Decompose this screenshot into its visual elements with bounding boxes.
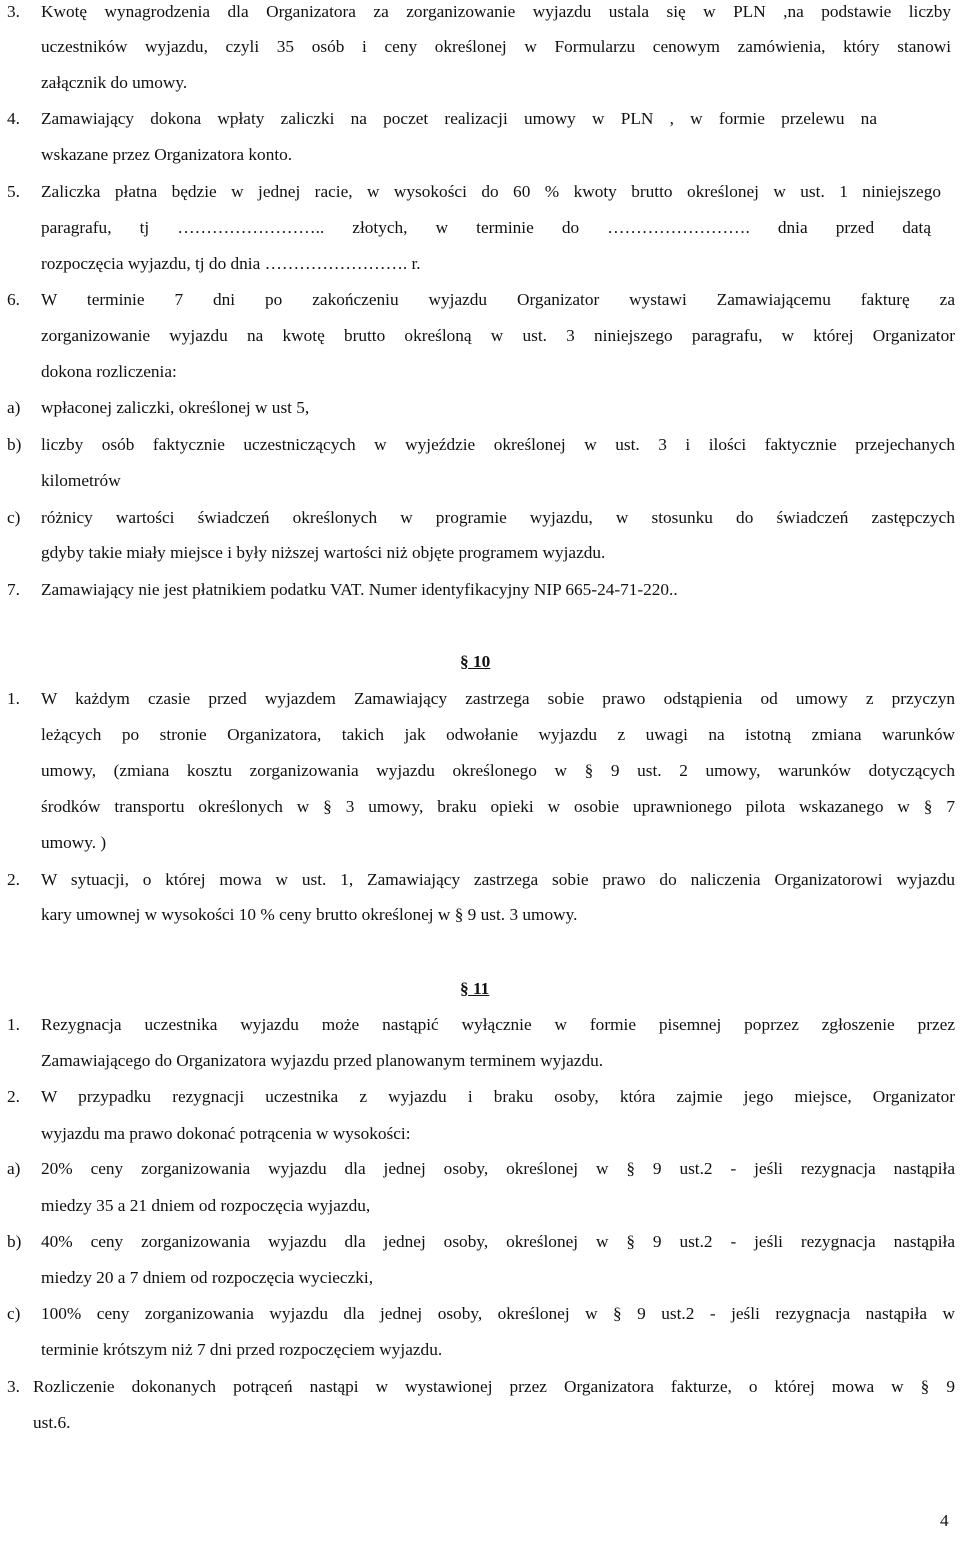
text-line: W każdym czasie przed wyjazdem Zamawiający zastrzega sobie prawo odstąpienia od umowy z przyczyn bbox=[41, 689, 955, 708]
item-number: 3. bbox=[7, 1377, 20, 1396]
text-line: Rezygnacja uczestnika wyjazdu może nastąpić wyłącznie w formie pisemnej poprzez zgłoszenie przez bbox=[41, 1015, 955, 1034]
text-line: załącznik do umowy. bbox=[41, 73, 188, 92]
item-letter: b) bbox=[7, 435, 22, 454]
text-line: różnicy wartości świadczeń określonych w programie wyjazdu, w stosunku do świadczeń zastępczych bbox=[41, 508, 955, 527]
item-number: 2. bbox=[7, 870, 20, 889]
text-line: Zamawiającego do Organizatora wyjazdu przed planowanym terminem wyjazdu. bbox=[41, 1051, 604, 1070]
item-letter: a) bbox=[7, 398, 21, 417]
text-line: Zamawiający dokona wpłaty zaliczki na poczet realizacji umowy w PLN , w formie przelewu na bbox=[41, 109, 877, 128]
text-line: uczestników wyjazdu, czyli 35 osób i ceny określonej w Formularzu cenowym zamówienia, który stanowi bbox=[41, 37, 951, 56]
text-line: kilometrów bbox=[41, 471, 121, 490]
text-line: Zaliczka płatna będzie w jednej racie, w wysokości do 60 % kwoty brutto określonej w ust. 1 niniejszego bbox=[41, 182, 941, 201]
text-line: rozpoczęcia wyjazdu, tj do dnia ……………………. r. bbox=[41, 254, 421, 273]
item-letter: a) bbox=[7, 1159, 21, 1178]
item-number: 2. bbox=[7, 1087, 20, 1106]
item-number: 7. bbox=[7, 580, 20, 599]
item-number: 3. bbox=[7, 2, 20, 21]
text-line: liczby osób faktycznie uczestniczących w wyjeździe określonej w ust. 3 i ilości faktycznie przejechanych bbox=[41, 435, 955, 454]
text-line: Rozliczenie dokonanych potrąceń nastąpi w wystawionej przez Organizatora fakturze, o której mowa w § 9 bbox=[33, 1377, 955, 1396]
text-line: Kwotę wynagrodzenia dla Organizatora za zorganizowanie wyjazdu ustala się w PLN ,na podstawie liczby bbox=[41, 2, 951, 21]
text-line: umowy, (zmiana kosztu zorganizowania wyjazdu określonego w § 9 ust. 2 umowy, warunków dotyczących bbox=[41, 761, 955, 780]
text-line: umowy. ) bbox=[41, 833, 107, 852]
item-number: 1. bbox=[7, 689, 20, 708]
text-line: Zamawiający nie jest płatnikiem podatku VAT. Numer identyfikacyjny NIP 665-24-71-220.. bbox=[41, 580, 678, 599]
text-line: W sytuacji, o której mowa w ust. 1, Zamawiający zastrzega sobie prawo do naliczenia Organizatorowi wyjazdu bbox=[41, 870, 955, 889]
item-letter: c) bbox=[7, 508, 21, 527]
item-letter: b) bbox=[7, 1232, 22, 1251]
section-heading-10: § 10 bbox=[460, 652, 491, 671]
text-line: leżących po stronie Organizatora, takich jak odwołanie wyjazdu z uwagi na istotną zmiana warunków bbox=[41, 725, 955, 744]
text-line: ust.6. bbox=[33, 1413, 71, 1432]
text-line: paragrafu, tj …………………….. złotych, w terminie do ……………………. dnia przed datą bbox=[41, 218, 931, 237]
page-number: 4 bbox=[940, 1511, 949, 1530]
text-line: 100% ceny zorganizowania wyjazdu dla jednej osoby, określonej w § 9 ust.2 - jeśli rezygnacja nastąpiła w bbox=[41, 1304, 955, 1323]
text-line: W przypadku rezygnacji uczestnika z wyjazdu i braku osoby, która zajmie jego miejsce, Organizator bbox=[41, 1087, 955, 1106]
text-line: wpłaconej zaliczki, określonej w ust 5, bbox=[41, 398, 310, 417]
item-number: 4. bbox=[7, 109, 20, 128]
text-line: 20% ceny zorganizowania wyjazdu dla jednej osoby, określonej w § 9 ust.2 - jeśli rezygnacja nastąpiła bbox=[41, 1159, 955, 1178]
text-line: W terminie 7 dni po zakończeniu wyjazdu Organizator wystawi Zamawiającemu fakturę za bbox=[41, 290, 955, 309]
item-number: 5. bbox=[7, 182, 20, 201]
section-heading-11: § 11 bbox=[460, 979, 490, 998]
text-line: gdyby takie miały miejsce i były niższej wartości niż objęte programem wyjazdu. bbox=[41, 543, 606, 562]
text-line: kary umownej w wysokości 10 % ceny brutto określonej w § 9 ust. 3 umowy. bbox=[41, 905, 578, 924]
text-line: wskazane przez Organizatora konto. bbox=[41, 145, 293, 164]
text-line: wyjazdu ma prawo dokonać potrącenia w wysokości: bbox=[41, 1124, 411, 1143]
item-letter: c) bbox=[7, 1304, 21, 1323]
text-line: środków transportu określonych w § 3 umowy, braku opieki w osobie uprawnionego pilota wskazanego w § 7 bbox=[41, 797, 955, 816]
text-line: dokona rozliczenia: bbox=[41, 362, 177, 381]
text-line: miedzy 20 a 7 dniem od rozpoczęcia wycieczki, bbox=[41, 1268, 374, 1287]
item-number: 1. bbox=[7, 1015, 20, 1034]
text-line: miedzy 35 a 21 dniem od rozpoczęcia wyjazdu, bbox=[41, 1196, 371, 1215]
text-line: 40% ceny zorganizowania wyjazdu dla jednej osoby, określonej w § 9 ust.2 - jeśli rezygnacja nastąpiła bbox=[41, 1232, 955, 1251]
item-number: 6. bbox=[7, 290, 20, 309]
text-line: terminie krótszym niż 7 dni przed rozpoczęciem wyjazdu. bbox=[41, 1340, 443, 1359]
text-line: zorganizowanie wyjazdu na kwotę brutto określoną w ust. 3 niniejszego paragrafu, w której Organizator bbox=[41, 326, 955, 345]
